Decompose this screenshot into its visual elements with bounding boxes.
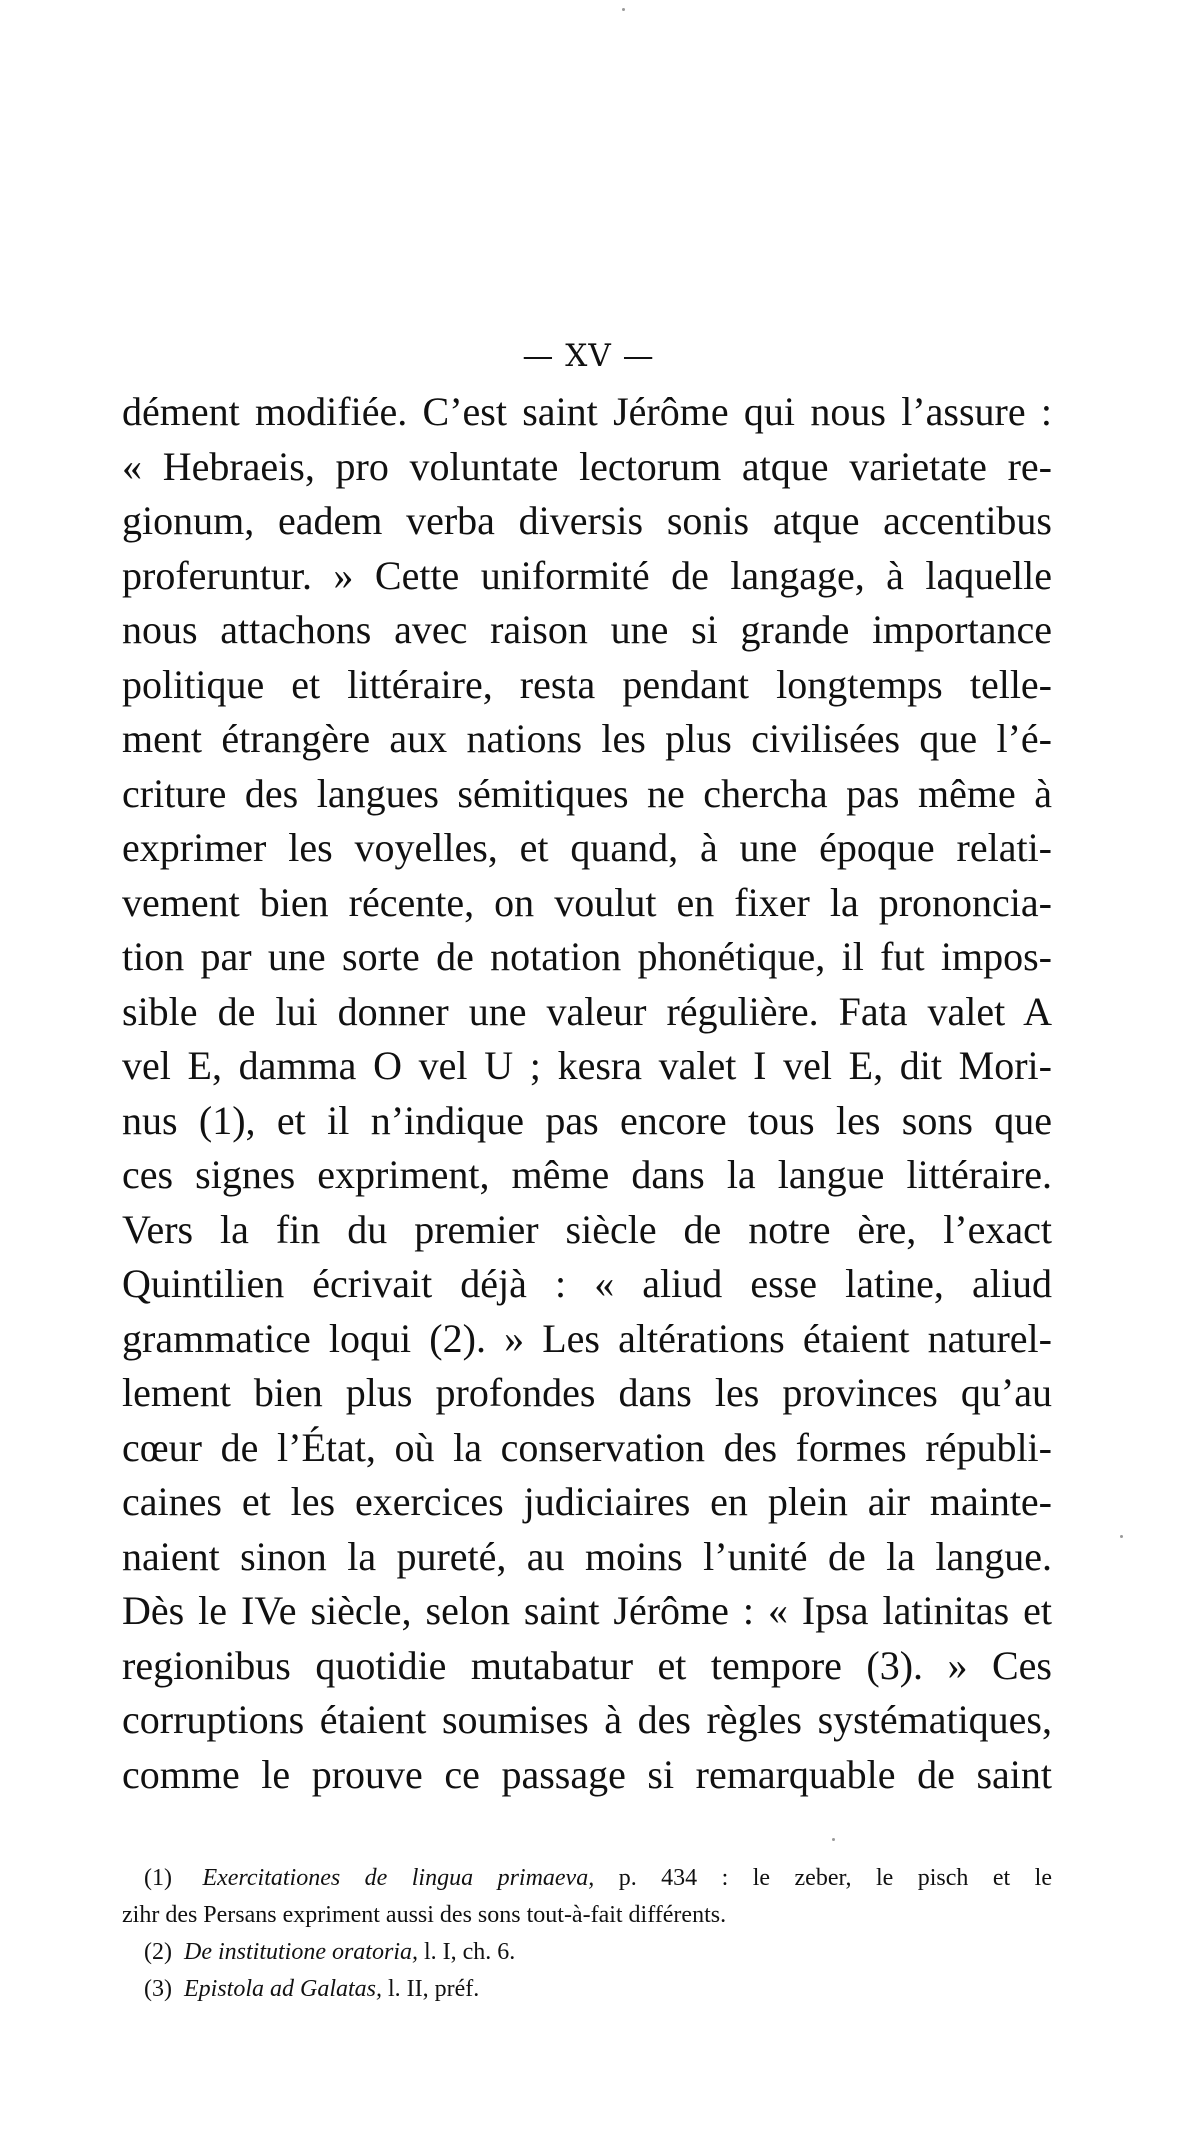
paper-speck [832,1838,835,1841]
footnote-text: l. I, ch. 6. [423,1939,516,1965]
footnote-mark: (2) [144,1939,172,1965]
footnotes [122,1860,1052,2008]
footnote-text: l. II, préf. [388,1976,480,2002]
footnote-3 [122,1971,1052,2008]
body-line: gionum, eadem verba diversis sonis atque accentibus [122,498,1052,543]
body-line: vement bien récente, on voulut en fixer la prononcia- [122,879,1052,925]
body-line: grammatice loqui (2). » Les altérations étaient naturel- [122,1315,1052,1361]
body-line: Vers la fin du premier siècle de notre ère, l’exact [122,1206,1052,1252]
body-line: comme le prouve ce passage si remarquable de saint [122,1751,1052,1797]
body-line: ment étrangère aux nations les plus civilisées que l’é- [122,716,1052,761]
body-line: lement bien plus profondes dans les provinces qu’au [122,1370,1052,1415]
body-line: Dès le IVe siècle, selon saint Jérôme : « Ipsa latinitas et [122,1588,1052,1633]
body-line: criture des langues sémitiques ne chercha pas même à [122,770,1052,816]
body-line: tion par une sorte de notation phonétique, il fut impos- [122,934,1052,979]
paper-speck [622,8,625,11]
body-line: nus (1), et il n’indique pas encore tous les sons que [122,1097,1052,1143]
body-line: exprimer les voyelles, et quand, à une époque relati- [122,825,1052,870]
body-line: corruptions étaient soumises à des règles systématiques, [122,1697,1052,1742]
page-header: — XV — [522,338,655,374]
body-line: proferuntur. » Cette uniformité de langage, à laquelle [122,552,1052,598]
body-line: caines et les exercices judiciaires en plein air mainte- [122,1479,1052,1524]
body-line: Quintilien écrivait déjà : « aliud esse latine, aliud [122,1261,1052,1306]
body-line: politique et littéraire, resta pendant longtemps telle- [122,661,1052,707]
footnote-1-continuation: zihr des Persans expriment aussi des sons tout-à-fait différents. [122,1902,727,1928]
footnote-title: Epistola ad Galatas, [183,1976,382,2002]
footnote-title: De institutione oratoria, [183,1939,418,1965]
body-line: ces signes expriment, même dans la langue littéraire. [122,1152,1052,1197]
paper-speck [1120,1535,1123,1538]
footnote-mark: (3) [144,1976,172,2002]
body-line: nous attachons avec raison une si grande importance [122,607,1052,652]
body-line: vel E, damma O vel U ; kesra valet I vel E, dit Mori- [122,1043,1052,1088]
footnote-title: Exercitationes de lingua primaeva, [202,1865,595,1891]
body-line: cœur de l’État, où la conservation des formes républi- [122,1424,1052,1470]
body-line: regionibus quotidie mutabatur et tempore (3). » Ces [122,1642,1052,1688]
footnote-text: p. 434 : le zeber, le pisch et le [618,1865,1052,1891]
footnote-mark: (1) [144,1865,172,1891]
body-text [122,385,1052,1802]
footnote-1 [122,1860,1052,1897]
body-line: sible de lui donner une valeur régulière. Fata valet A [122,988,1052,1034]
body-line: « Hebraeis, pro voluntate lectorum atque varietate re- [122,443,1052,489]
body-line: naient sinon la pureté, au moins l’unité de la langue. [122,1533,1052,1579]
footnote-2 [122,1934,1052,1971]
body-line: dément modifiée. C’est saint Jérôme qui nous l’assure : [122,389,1052,434]
